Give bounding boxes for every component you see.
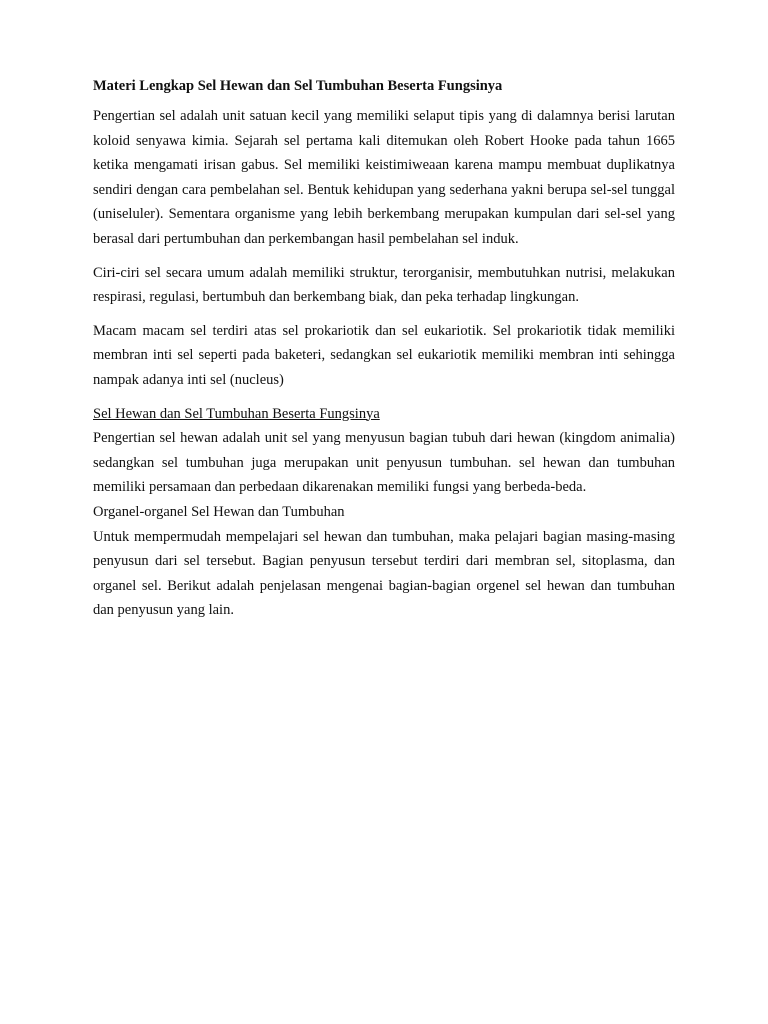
paragraph-animal-plant-cells: Pengertian sel hewan adalah unit sel yang menyusun bagian tubuh dari hewan (kingdom animalia) sedangkan sel tumbuhan juga merupakan unit penyusun tumbuhan. sel hewan dan tumbuhan memiliki persamaan dan perbedaan dikarenakan memiliki fungsi yang berbeda-beda. bbox=[93, 430, 675, 496]
section-heading: Sel Hewan dan Sel Tumbuhan Beserta Fungsinya bbox=[93, 405, 380, 422]
document-page bbox=[93, 74, 675, 623]
paragraph-cell-definition: Pengertian sel adalah unit satuan kecil yang memiliki selaput tipis yang di dalamnya berisi larutan koloid senyawa kimia. Sejarah sel pertama kali ditemukan oleh Robert Hooke pada tahun 1665 ketika mengamati irisan gabus. Sel memiliki keistimiweaan karena mampu membuat duplikatnya sendiri dengan cara pembelahan sel. Bentuk kehidupan yang sederhana yakni berupa sel-sel tunggal (uniseluler). Sementara organisme yang lebih berkembang merupakan kumpulan dari sel-sel yang berasal dari pertumbuhan dan perkembangan hasil pembelahan sel induk. bbox=[93, 108, 675, 247]
paragraph-cell-types: Macam macam sel terdiri atas sel prokariotik dan sel eukariotik. Sel prokariotik tidak memiliki membran inti sel seperti pada baketeri, sedangkan sel eukariotik memiliki membran inti sehingga nampak adanya inti sel (nucleus) bbox=[93, 322, 675, 388]
subheading-organelles: Organel-organel Sel Hewan dan Tumbuhan bbox=[93, 503, 345, 520]
paragraph-cell-characteristics: Ciri-ciri sel secara umum adalah memiliki struktur, terorganisir, membutuhkan nutrisi, melakukan respirasi, regulasi, bertumbuh dan berkembang biak, dan peka terhadap lingkungan. bbox=[93, 264, 675, 306]
document-title: Materi Lengkap Sel Hewan dan Sel Tumbuhan Beserta Fungsinya bbox=[93, 78, 503, 94]
paragraph-organelles-intro: Untuk mempermudah mempelajari sel hewan dan tumbuhan, maka pelajari bagian masing-masing penyusun dari sel tersebut. Bagian penyusun tersebut terdiri dari membran sel, sitoplasma, dan organel sel. Berikut adalah penjelasan mengenai bagian-bagian orgenel sel hewan dan tumbuhan dan penyusun yang lain. bbox=[93, 528, 675, 619]
